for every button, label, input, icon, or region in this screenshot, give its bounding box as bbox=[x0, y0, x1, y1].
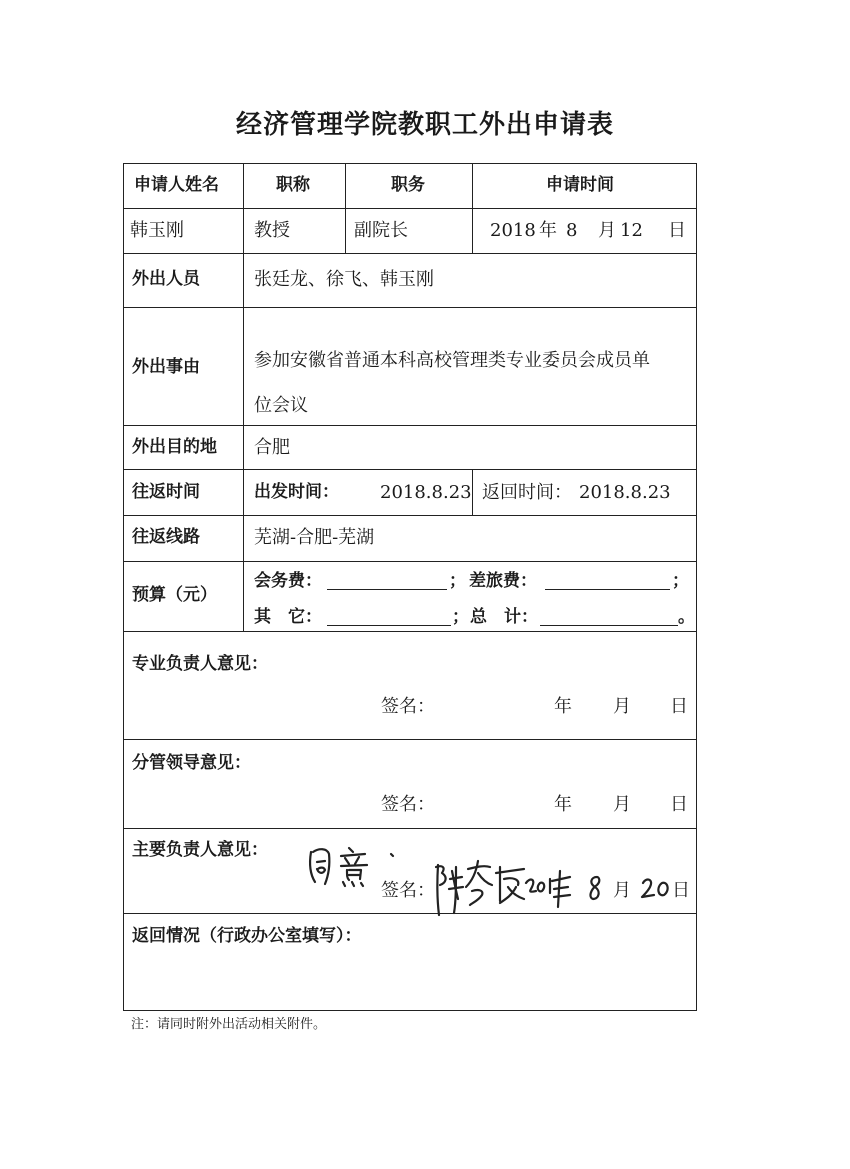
total-fee-label: 总 计： bbox=[470, 607, 538, 627]
day-label: 日 bbox=[670, 696, 688, 717]
handwritten-day-icon bbox=[640, 873, 674, 903]
column-divider bbox=[345, 163, 346, 253]
handwritten-month-icon bbox=[585, 873, 605, 903]
form-title: 经济管理学院教职工外出申请表 bbox=[235, 110, 614, 140]
return-value: 2018.8.23 bbox=[579, 482, 671, 503]
semicolon: ； bbox=[449, 571, 466, 591]
row-divider bbox=[123, 425, 697, 426]
round-trip-label: 往返时间 bbox=[132, 482, 200, 502]
travel-fee-blank bbox=[545, 573, 670, 592]
month-label: 月 bbox=[613, 794, 631, 815]
destination-value: 合肥 bbox=[254, 437, 290, 458]
column-divider bbox=[243, 163, 244, 631]
depart-value: 2018.8.23 bbox=[380, 482, 472, 503]
depart-label: 出发时间： bbox=[254, 482, 339, 502]
route-label: 往返线路 bbox=[132, 527, 200, 547]
row-divider bbox=[123, 253, 697, 254]
major-head-opinion-label: 专业负责人意见： bbox=[132, 654, 268, 674]
semicolon: ； bbox=[672, 571, 689, 591]
header-position: 职务 bbox=[391, 175, 425, 195]
handwritten-signature-icon bbox=[432, 857, 582, 919]
row-divider bbox=[123, 307, 697, 308]
division-leader-opinion-label: 分管领导意见： bbox=[132, 753, 251, 773]
apply-day: 12 bbox=[620, 220, 643, 241]
apply-month-label: 月 bbox=[598, 220, 616, 241]
column-divider bbox=[472, 163, 473, 253]
apply-day-label: 日 bbox=[668, 220, 686, 241]
reason-label: 外出事由 bbox=[132, 357, 200, 377]
main-head-opinion-label: 主要负责人意见： bbox=[132, 840, 268, 860]
row-divider bbox=[123, 631, 697, 632]
sign-label: 签名： bbox=[381, 696, 435, 717]
apply-year: 2018 bbox=[490, 220, 536, 241]
month-label: 月 bbox=[613, 880, 631, 901]
reason-line-1: 参加安徽省普通本科高校管理类专业委员会成员单 bbox=[254, 350, 650, 371]
travel-fee-label: 差旅费： bbox=[469, 571, 537, 591]
applicant-name: 韩玉刚 bbox=[130, 220, 184, 241]
year-label: 年 bbox=[554, 794, 572, 815]
sign-label: 签名： bbox=[381, 794, 435, 815]
row-divider bbox=[123, 739, 697, 740]
sign-label: 签名： bbox=[381, 880, 435, 901]
footnote: 注：请同时附外出活动相关附件。 bbox=[131, 1017, 327, 1032]
personnel-value: 张廷龙、徐飞、韩玉刚 bbox=[254, 269, 434, 290]
row-divider bbox=[123, 469, 697, 470]
reason-line-2: 位会议 bbox=[254, 395, 308, 416]
semicolon: ； bbox=[452, 607, 469, 627]
destination-label: 外出目的地 bbox=[132, 437, 217, 457]
header-applicant-name: 申请人姓名 bbox=[134, 175, 219, 195]
meeting-fee-blank bbox=[327, 573, 447, 592]
budget-label: 预算（元） bbox=[132, 585, 217, 605]
row-divider bbox=[123, 208, 697, 209]
month-label: 月 bbox=[613, 696, 631, 717]
total-fee-blank bbox=[540, 609, 678, 628]
day-label: 日 bbox=[670, 794, 688, 815]
row-divider bbox=[123, 828, 697, 829]
return-label: 返回时间： bbox=[482, 482, 572, 503]
header-title-rank: 职称 bbox=[276, 175, 310, 195]
meeting-fee-label: 会务费： bbox=[254, 571, 322, 591]
header-apply-time: 申请时间 bbox=[546, 175, 614, 195]
other-fee-blank bbox=[327, 609, 451, 628]
applicant-position: 副院长 bbox=[354, 220, 408, 241]
day-label: 日 bbox=[672, 880, 690, 901]
applicant-title-rank: 教授 bbox=[254, 220, 290, 241]
period: 。 bbox=[678, 607, 695, 627]
route-value: 芜湖-合肥-芜湖 bbox=[254, 527, 375, 548]
row-divider bbox=[123, 561, 697, 562]
return-status-label: 返回情况（行政办公室填写）： bbox=[132, 926, 362, 946]
personnel-label: 外出人员 bbox=[132, 269, 200, 289]
row-divider bbox=[123, 515, 697, 516]
row-divider bbox=[123, 913, 697, 914]
apply-year-label: 年 bbox=[539, 220, 557, 241]
column-divider bbox=[472, 469, 473, 515]
apply-month: 8 bbox=[566, 220, 578, 241]
year-label: 年 bbox=[554, 696, 572, 717]
other-fee-label: 其 它： bbox=[254, 607, 322, 627]
